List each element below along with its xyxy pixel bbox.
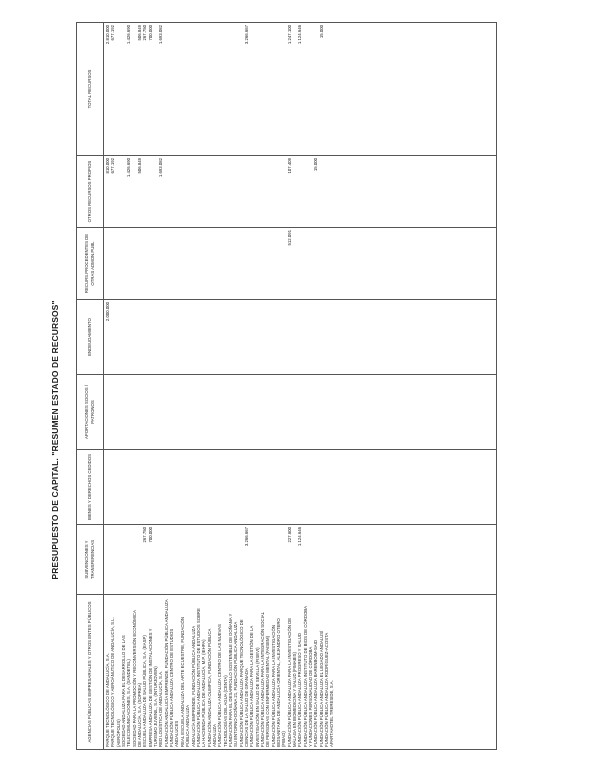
- cell-line: FUNDACIÓN PÚBLICA ANDALUZA INSTITUTO DE ESTUDIOS SOBRE: [195, 608, 201, 747]
- cell-line: Y FUNDACIONES PERSONALIDAD DE CÓRDOBA: [308, 646, 314, 747]
- cell-line: (AERÓPOLIS): [115, 719, 121, 747]
- header-aportaciones: APORTACIONES SOCIOS / PATRONOS: [77, 375, 104, 450]
- bienes-cell: [104, 450, 497, 525]
- header-total: TOTAL RECURSOS: [77, 23, 104, 156]
- cell-line: CIENCIAS DE LA SALUD DE GRANADA: [243, 668, 249, 747]
- cell-line: PARQUE TECNOLÓGICO DE ANDALUCÍA, S.A.: [105, 653, 110, 747]
- cell-line: FUNDACIÓN PÚBLICA ANDALUZA CENTRO DE ESTUDIOS: [169, 628, 175, 747]
- cell-line: 506.849: [137, 25, 143, 41]
- cell-line: FUNDACIÓN ANDALUCÍA EMPRENDE, FUNDACIÓN PÚBLICA ANDALUZA: [163, 599, 169, 747]
- cell-line: 1.124.646: [297, 527, 303, 547]
- cell-line: APARTAHOTEL TRERESIDE, S.A.: [329, 680, 335, 747]
- cell-line: LA HACIENDA PÚBLICA DE ANDALUCÍA, M.P. (IEHPA): [201, 639, 207, 747]
- cell-line: RED LOGÍSTICA DE ANDALUCÍA, S.A.: [158, 670, 164, 747]
- cell-line: FUNDACIÓN PÚBLICA ANDALUZA EL LEGADO ANDALUSÍ: [318, 630, 324, 747]
- aportaciones-cell: [104, 375, 497, 450]
- cell-line: SOCIEDAD PARA LA PROMOCIÓN Y RECONVERSIÓN ECONÓMICA: [131, 610, 137, 747]
- cell-line: REAL ESCUELA ANDALUZA DEL ARTE ECUESTRE, FUNDACIÓN: [179, 617, 185, 747]
- header-row: [77, 23, 104, 750]
- cell-line: 810.000: [105, 158, 110, 174]
- cell-line: FUNDACIÓN PÚBLICA ANDALUZA CENTRO DE LAS NUEVAS: [217, 624, 223, 747]
- header-recursos-otras: RECURS.PROCEDENTES DE OTRAS ADMON.PUBL: [77, 228, 104, 300]
- cell-line: FUNDACIÓN PÚBLICA ANDALUZA PARA LA INVESTIGACIÓN DE: [286, 617, 292, 747]
- cell-line: 700.000: [147, 25, 153, 41]
- resources-table: [76, 22, 497, 750]
- recursos-otras-cell: [104, 228, 497, 300]
- cell-line: INVESTIGACIÓN EN SALUD DE SEVILLA (FISEVI): [254, 647, 260, 747]
- cell-line: BIOSANITARIA DE ANDALUCÍA ORIENTAL, ALEJANDRO OTERO: [276, 618, 281, 747]
- header-entities: AGENCIAS PÚBLICAS EMPRESARIALES Y OTROS ENTES PÚBLICOS: [77, 595, 104, 750]
- cell-line: EMPRESA ANDALUZA DE GESTIÓN DE INSTALACIONES Y: [147, 628, 153, 747]
- cell-line: FUNDACIÓN PÚBLICA ANDALUZA PROGRESO Y SALUD: [297, 633, 303, 747]
- cell-line: ANDALUZA: [211, 724, 217, 747]
- cell-line: SOCIEDAD ANDALUZA PARA EL DESARROLLO DE LAS: [121, 635, 127, 747]
- cell-line: 15.000: [313, 158, 319, 172]
- cell-line: FUNDACIÓN ANDALUZA OLIMPICA, FUNDACIÓN PÚBLICA: [206, 628, 212, 747]
- cell-line: FUNDACIÓN PARA EL DESARROLLO SOSTENIBLE DE DOÑANA Y: [227, 613, 233, 747]
- cell-line: 1.124.646: [297, 25, 303, 45]
- header-subvenciones: SUBVENCIONES Y TRANSFERENCIAS: [77, 525, 104, 595]
- cell-line: DE PERSONAS CON ENFERMEDAD MENTAL (FAISEM): [265, 635, 271, 747]
- cell-line: (FIBAO): [281, 731, 287, 747]
- cell-line: MÁLAGA EN BIOMEDICINA Y SALUD (FIMABIS): [292, 652, 298, 747]
- cell-line: 700.000: [147, 527, 153, 543]
- cell-line: 3.266.667: [243, 25, 249, 45]
- cell-line: 267.750: [142, 527, 148, 543]
- body-row: [104, 23, 497, 750]
- endeudamiento-cell: [104, 300, 497, 375]
- cell-line: FUNDACIÓN PÚBLICA ANDALUZA INSTITUTO DE BIOS DE CÓRDOBA: [302, 605, 308, 747]
- subvenciones-cell: [104, 525, 497, 595]
- cell-line: FUNDACIÓN PÚBLICA ANDALUZA PARA LA INVESTIGACIÓN: [270, 625, 276, 747]
- cell-line: 677.192: [110, 25, 116, 41]
- cell-line: FUNDACIÓN PÚBLICA ANDALUZA PARA LA GESTIÓN DE LA: [249, 625, 255, 747]
- cell-line: 2.000.000: [105, 302, 110, 322]
- cell-line: TELECOMUNICACIONES, S.A. (SANDETEL): [126, 659, 132, 747]
- cell-line: 506.849: [137, 158, 143, 174]
- cell-line: FUNDACIÓN PÚBLICA ANDALUZA PARA LA INTEGRACIÓN SOCIAL: [259, 611, 265, 747]
- cell-line: DE ANDALUCÍA, S.A. (SOPREA): [137, 683, 143, 747]
- cell-line: ANDALUCÍA EMPRENDE, FUNDACIÓN PÚBLICA ANDALUZA: [190, 625, 196, 747]
- cell-line: 227.600: [286, 527, 292, 543]
- cell-line: 1.693.082: [158, 158, 164, 178]
- cell-line: 1.693.082: [158, 25, 164, 45]
- header-bienes: BIENES Y DERECHOS CEDIDOS: [77, 450, 104, 525]
- cell-line: FUNDACIÓN PÚBLICA ANDALUZA BARENBOIM-SAID: [313, 640, 319, 747]
- total-cell: [104, 23, 497, 156]
- cell-line: SU ENTORNO-DOÑANA 21, FUNDACIÓN PÚBLICA ANDALUZA: [233, 621, 239, 747]
- cell-line: 107.409: [286, 158, 292, 174]
- cell-line: [329, 527, 334, 592]
- cell-line: TECNOLOGÍAS DEL AGUA (CENTA): [222, 675, 228, 747]
- cell-line: 3.266.667: [243, 527, 249, 547]
- cell-line: 267.750: [142, 25, 148, 41]
- cell-line: 1.247.100: [286, 25, 292, 45]
- cell-line: ESCUELA ANDALUZA DE SALUD PÚBLICA, S.A. (EASP): [142, 635, 148, 747]
- entities-cell: [104, 595, 497, 750]
- cell-line: 1.426.690: [126, 158, 132, 178]
- cell-line: 677.192: [110, 158, 116, 174]
- cell-line: TURISMO JUVENIL, S.A. (INTURJOVEN): [153, 666, 159, 747]
- cell-line: FUNDACIÓN PÚBLICA ANDALUZA PARQUE TECNOLÓGICO DE: [238, 619, 244, 747]
- cell-line: PÚBLICA ANDALUZA: [185, 704, 191, 747]
- cell-line: 2.810.000: [105, 25, 110, 45]
- cell-line: 512.091: [286, 230, 292, 246]
- cell-line: PARQUE TECNOLÓGICO Y AEROÁNUTICO DE ANDALUCÍA, S.L.: [110, 617, 116, 747]
- header-otros-propios: OTROS RECURSOS PROPIOS: [77, 156, 104, 228]
- cell-line: FUNDACIÓN PÚBLICA ANDALUZA RODRÍGUEZ-ACOSTA: [324, 632, 330, 747]
- rotated-page: [50, 23, 550, 750]
- cell-line: 1.426.690: [126, 25, 132, 45]
- cell-line: 15.000: [318, 25, 324, 39]
- cell-line: ANDALUCES: [174, 720, 180, 747]
- header-endeudamiento: ENDEUDAMIENTO: [77, 300, 104, 375]
- otros-propios-cell: [104, 156, 497, 228]
- document-title: PRESUPUESTO DE CAPITAL. "RESUMEN ESTADO DE RECURSOS": [50, 300, 60, 580]
